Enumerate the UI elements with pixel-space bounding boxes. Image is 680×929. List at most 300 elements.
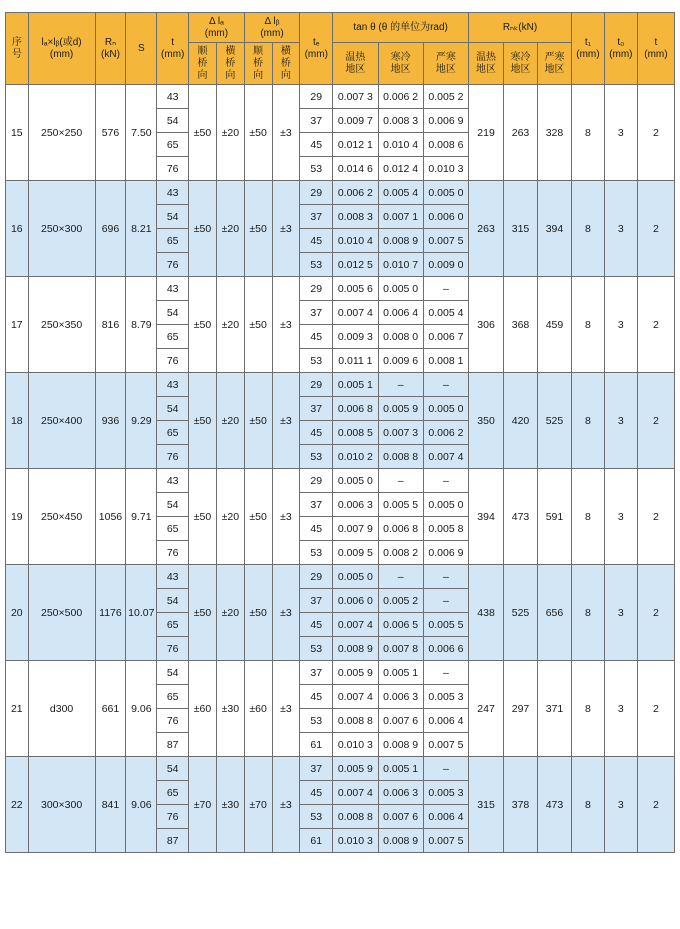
header-tan-theta: tan θ (θ 的单位为rad) — [333, 13, 469, 43]
cell-te: 45 — [300, 421, 333, 445]
cell-tan-warm: 0.005 0 — [333, 565, 378, 589]
cell-t: 76 — [157, 541, 189, 565]
cell-tan-severe: – — [423, 661, 468, 685]
cell-tan-severe: 0.006 4 — [423, 805, 468, 829]
header-index: 序号 — [6, 13, 29, 85]
cell-rck-warm: 263 — [469, 181, 504, 277]
cell-tan-severe: 0.008 6 — [423, 133, 468, 157]
cell-te: 29 — [300, 85, 333, 109]
cell-rck-warm: 438 — [469, 565, 504, 661]
cell-rck-severe: 656 — [538, 565, 572, 661]
cell-tan-warm: 0.006 0 — [333, 589, 378, 613]
cell-tan-severe: – — [423, 373, 468, 397]
cell-la-across: ±20 — [216, 85, 244, 181]
header-lb-across: 横桥向 — [272, 43, 300, 85]
header-t: t (mm) — [157, 13, 189, 85]
cell-t: 76 — [157, 805, 189, 829]
cell-index: 19 — [6, 469, 29, 565]
header-tan-severe: 严寒地区 — [423, 43, 468, 85]
cell-tan-warm: 0.008 9 — [333, 637, 378, 661]
cell-te: 53 — [300, 805, 333, 829]
cell-te: 53 — [300, 349, 333, 373]
header-la-along: 顺桥向 — [189, 43, 217, 85]
cell-rck-cold: 473 — [504, 469, 538, 565]
cell-t: 43 — [157, 85, 189, 109]
cell-s: 10.07 — [126, 565, 157, 661]
cell-t1: 8 — [571, 277, 604, 373]
cell-tan-severe: 0.006 4 — [423, 709, 468, 733]
cell-la-across: ±20 — [216, 565, 244, 661]
cell-t: 65 — [157, 613, 189, 637]
cell-size: 250×450 — [28, 469, 95, 565]
cell-lb-across: ±3 — [272, 757, 300, 853]
cell-t: 65 — [157, 133, 189, 157]
cell-tan-cold: 0.005 1 — [378, 661, 423, 685]
header-rck-warm: 温热地区 — [469, 43, 504, 85]
cell-size: 300×300 — [28, 757, 95, 853]
cell-t: 76 — [157, 349, 189, 373]
cell-tan-cold: 0.008 9 — [378, 229, 423, 253]
cell-te: 37 — [300, 661, 333, 685]
cell-rck-warm: 350 — [469, 373, 504, 469]
cell-la-along: ±50 — [189, 181, 217, 277]
cell-te: 29 — [300, 181, 333, 205]
spec-table-wrapper — [5, 12, 675, 853]
cell-t0: 3 — [604, 757, 637, 853]
cell-t: 65 — [157, 517, 189, 541]
cell-t: 43 — [157, 181, 189, 205]
cell-lb-along: ±70 — [244, 757, 272, 853]
cell-t: 65 — [157, 685, 189, 709]
cell-tan-warm: 0.014 6 — [333, 157, 378, 181]
cell-lb-along: ±50 — [244, 373, 272, 469]
cell-s: 7.50 — [126, 85, 157, 181]
cell-t0: 3 — [604, 565, 637, 661]
cell-tan-warm: 0.006 3 — [333, 493, 378, 517]
cell-lb-along: ±50 — [244, 181, 272, 277]
cell-t0: 3 — [604, 469, 637, 565]
cell-t: 54 — [157, 301, 189, 325]
cell-tan-warm: 0.005 9 — [333, 661, 378, 685]
cell-tan-severe: 0.006 7 — [423, 325, 468, 349]
header-delta-lb: Δ lᵦ (mm) — [244, 13, 300, 43]
cell-tan-warm: 0.006 8 — [333, 397, 378, 421]
cell-tt: 2 — [637, 373, 674, 469]
cell-tan-severe: 0.005 0 — [423, 181, 468, 205]
cell-t: 87 — [157, 829, 189, 853]
cell-index: 15 — [6, 85, 29, 181]
cell-rck-severe: 371 — [538, 661, 572, 757]
cell-rck: 1176 — [95, 565, 126, 661]
cell-rck-warm: 394 — [469, 469, 504, 565]
cell-tan-cold: 0.009 6 — [378, 349, 423, 373]
header-t1: t₁ (mm) — [571, 13, 604, 85]
table-row — [6, 661, 675, 685]
bearing-spec-table — [5, 12, 675, 853]
table-row — [6, 277, 675, 301]
cell-index: 22 — [6, 757, 29, 853]
header-rck: Rₙ (kN) — [95, 13, 126, 85]
cell-rck-warm: 247 — [469, 661, 504, 757]
cell-tan-severe: 0.005 0 — [423, 493, 468, 517]
cell-tan-severe: 0.005 8 — [423, 517, 468, 541]
cell-tan-severe: 0.005 5 — [423, 613, 468, 637]
cell-te: 37 — [300, 109, 333, 133]
cell-t: 54 — [157, 589, 189, 613]
cell-tan-warm: 0.011 1 — [333, 349, 378, 373]
cell-tan-warm: 0.005 6 — [333, 277, 378, 301]
cell-tan-severe: 0.006 0 — [423, 205, 468, 229]
table-row — [6, 373, 675, 397]
cell-la-along: ±50 — [189, 373, 217, 469]
cell-tan-cold: 0.005 5 — [378, 493, 423, 517]
cell-rck-severe: 591 — [538, 469, 572, 565]
cell-tan-warm: 0.008 5 — [333, 421, 378, 445]
cell-tan-warm: 0.007 4 — [333, 301, 378, 325]
table-row — [6, 181, 675, 205]
cell-tan-cold: 0.006 4 — [378, 301, 423, 325]
cell-tan-warm: 0.007 3 — [333, 85, 378, 109]
table-header — [6, 13, 675, 85]
cell-s: 8.21 — [126, 181, 157, 277]
cell-te: 37 — [300, 205, 333, 229]
cell-lb-along: ±50 — [244, 277, 272, 373]
cell-tan-cold: 0.008 2 — [378, 541, 423, 565]
cell-tan-warm: 0.005 9 — [333, 757, 378, 781]
cell-te: 53 — [300, 157, 333, 181]
cell-la-across: ±20 — [216, 277, 244, 373]
cell-rck: 816 — [95, 277, 126, 373]
cell-index: 16 — [6, 181, 29, 277]
cell-te: 45 — [300, 517, 333, 541]
cell-te: 45 — [300, 781, 333, 805]
cell-te: 53 — [300, 637, 333, 661]
cell-la-along: ±70 — [189, 757, 217, 853]
cell-lb-across: ±3 — [272, 181, 300, 277]
cell-t: 43 — [157, 565, 189, 589]
cell-tt: 2 — [637, 757, 674, 853]
cell-la-along: ±50 — [189, 85, 217, 181]
table-row — [6, 757, 675, 781]
cell-lb-along: ±60 — [244, 661, 272, 757]
cell-t1: 8 — [571, 757, 604, 853]
cell-t: 65 — [157, 421, 189, 445]
cell-te: 29 — [300, 277, 333, 301]
cell-tan-warm: 0.008 8 — [333, 709, 378, 733]
cell-te: 29 — [300, 373, 333, 397]
cell-tan-cold: – — [378, 565, 423, 589]
cell-te: 37 — [300, 301, 333, 325]
cell-tan-cold: – — [378, 469, 423, 493]
cell-te: 37 — [300, 397, 333, 421]
cell-lb-across: ±3 — [272, 565, 300, 661]
cell-s: 9.06 — [126, 757, 157, 853]
cell-tan-warm: 0.010 2 — [333, 445, 378, 469]
header-rck-cold: 寒冷地区 — [504, 43, 538, 85]
cell-lb-across: ±3 — [272, 277, 300, 373]
cell-t1: 8 — [571, 85, 604, 181]
cell-size: 250×250 — [28, 85, 95, 181]
cell-s: 8.79 — [126, 277, 157, 373]
cell-la-across: ±20 — [216, 373, 244, 469]
cell-te: 53 — [300, 709, 333, 733]
table-row — [6, 469, 675, 493]
cell-tan-cold: 0.007 8 — [378, 637, 423, 661]
cell-rck-warm: 315 — [469, 757, 504, 853]
cell-te: 29 — [300, 469, 333, 493]
cell-te: 53 — [300, 541, 333, 565]
cell-s: 9.06 — [126, 661, 157, 757]
cell-tan-cold: 0.006 3 — [378, 685, 423, 709]
cell-tt: 2 — [637, 277, 674, 373]
cell-t: 43 — [157, 469, 189, 493]
cell-la-along: ±60 — [189, 661, 217, 757]
cell-tan-severe: 0.006 9 — [423, 541, 468, 565]
cell-t: 65 — [157, 325, 189, 349]
cell-t: 43 — [157, 277, 189, 301]
cell-tan-cold: – — [378, 373, 423, 397]
cell-tan-cold: 0.007 1 — [378, 205, 423, 229]
cell-tan-cold: 0.008 8 — [378, 445, 423, 469]
cell-size: d300 — [28, 661, 95, 757]
cell-t0: 3 — [604, 85, 637, 181]
header-t0: t₀ (mm) — [604, 13, 637, 85]
cell-tan-severe: 0.007 4 — [423, 445, 468, 469]
table-body — [6, 85, 675, 853]
cell-te: 37 — [300, 493, 333, 517]
cell-la-across: ±20 — [216, 469, 244, 565]
cell-tt: 2 — [637, 469, 674, 565]
cell-t: 54 — [157, 205, 189, 229]
cell-t: 54 — [157, 109, 189, 133]
cell-tan-cold: 0.005 1 — [378, 757, 423, 781]
cell-tan-severe: 0.006 2 — [423, 421, 468, 445]
cell-tan-warm: 0.007 4 — [333, 781, 378, 805]
cell-tan-warm: 0.010 3 — [333, 829, 378, 853]
cell-tan-severe: – — [423, 469, 468, 493]
cell-tan-severe: – — [423, 757, 468, 781]
cell-tan-severe: 0.006 9 — [423, 109, 468, 133]
cell-te: 45 — [300, 133, 333, 157]
cell-rck-severe: 459 — [538, 277, 572, 373]
header-size: lₐ×lᵦ(或d) (mm) — [28, 13, 95, 85]
cell-la-across: ±30 — [216, 757, 244, 853]
cell-tan-cold: 0.006 3 — [378, 781, 423, 805]
cell-index: 18 — [6, 373, 29, 469]
cell-te: 45 — [300, 325, 333, 349]
cell-tan-cold: 0.008 9 — [378, 829, 423, 853]
cell-rck-severe: 328 — [538, 85, 572, 181]
cell-te: 37 — [300, 757, 333, 781]
cell-tan-severe: 0.010 3 — [423, 157, 468, 181]
cell-te: 29 — [300, 565, 333, 589]
cell-t: 54 — [157, 493, 189, 517]
cell-te: 53 — [300, 253, 333, 277]
cell-rck-cold: 420 — [504, 373, 538, 469]
cell-tan-warm: 0.010 3 — [333, 733, 378, 757]
cell-lb-along: ±50 — [244, 565, 272, 661]
cell-t0: 3 — [604, 181, 637, 277]
cell-tan-warm: 0.005 1 — [333, 373, 378, 397]
cell-tan-severe: 0.005 3 — [423, 781, 468, 805]
cell-tan-cold: 0.007 6 — [378, 709, 423, 733]
cell-index: 20 — [6, 565, 29, 661]
cell-la-across: ±20 — [216, 181, 244, 277]
cell-tan-cold: 0.006 8 — [378, 517, 423, 541]
cell-tan-cold: 0.010 7 — [378, 253, 423, 277]
cell-tan-severe: 0.006 6 — [423, 637, 468, 661]
cell-rck-cold: 263 — [504, 85, 538, 181]
cell-tan-severe: – — [423, 589, 468, 613]
cell-t: 76 — [157, 637, 189, 661]
cell-t1: 8 — [571, 469, 604, 565]
cell-tan-cold: 0.005 2 — [378, 589, 423, 613]
table-row — [6, 565, 675, 589]
cell-tt: 2 — [637, 565, 674, 661]
cell-tan-warm: 0.008 3 — [333, 205, 378, 229]
cell-t1: 8 — [571, 181, 604, 277]
cell-rck-severe: 394 — [538, 181, 572, 277]
cell-la-along: ±50 — [189, 565, 217, 661]
table-row — [6, 85, 675, 109]
cell-tan-warm: 0.007 4 — [333, 613, 378, 637]
cell-te: 53 — [300, 445, 333, 469]
cell-tan-cold: 0.008 3 — [378, 109, 423, 133]
cell-lb-along: ±50 — [244, 469, 272, 565]
header-s: S — [126, 13, 157, 85]
header-delta-la: Δ lₐ (mm) — [189, 13, 245, 43]
cell-t0: 3 — [604, 277, 637, 373]
cell-rck-cold: 315 — [504, 181, 538, 277]
cell-tan-cold: 0.005 9 — [378, 397, 423, 421]
cell-la-along: ±50 — [189, 277, 217, 373]
cell-tan-warm: 0.009 7 — [333, 109, 378, 133]
cell-rck-cold: 297 — [504, 661, 538, 757]
cell-lb-across: ±3 — [272, 661, 300, 757]
header-rck-severe: 严寒地区 — [538, 43, 572, 85]
cell-rck: 841 — [95, 757, 126, 853]
cell-t1: 8 — [571, 373, 604, 469]
cell-rck-warm: 306 — [469, 277, 504, 373]
cell-s: 9.29 — [126, 373, 157, 469]
cell-t1: 8 — [571, 565, 604, 661]
header-tan-warm: 温热地区 — [333, 43, 378, 85]
cell-t0: 3 — [604, 661, 637, 757]
cell-tan-cold: 0.007 3 — [378, 421, 423, 445]
cell-rck: 696 — [95, 181, 126, 277]
cell-tan-severe: 0.009 0 — [423, 253, 468, 277]
cell-t: 87 — [157, 733, 189, 757]
cell-te: 61 — [300, 733, 333, 757]
cell-t: 65 — [157, 781, 189, 805]
cell-la-along: ±50 — [189, 469, 217, 565]
cell-index: 17 — [6, 277, 29, 373]
header-lb-along: 顺桥向 — [244, 43, 272, 85]
cell-rck: 1056 — [95, 469, 126, 565]
header-tan-cold: 寒冷地区 — [378, 43, 423, 85]
cell-tan-cold: 0.007 6 — [378, 805, 423, 829]
cell-t1: 8 — [571, 661, 604, 757]
cell-rck-cold: 525 — [504, 565, 538, 661]
cell-tan-severe: 0.007 5 — [423, 229, 468, 253]
cell-te: 61 — [300, 829, 333, 853]
cell-tan-warm: 0.012 1 — [333, 133, 378, 157]
cell-lb-across: ±3 — [272, 85, 300, 181]
cell-rck: 661 — [95, 661, 126, 757]
cell-t: 65 — [157, 229, 189, 253]
cell-t: 76 — [157, 445, 189, 469]
cell-t: 76 — [157, 253, 189, 277]
cell-t: 54 — [157, 757, 189, 781]
cell-tan-severe: 0.005 2 — [423, 85, 468, 109]
cell-tan-cold: 0.006 2 — [378, 85, 423, 109]
cell-rck-severe: 525 — [538, 373, 572, 469]
cell-rck-cold: 368 — [504, 277, 538, 373]
cell-t: 54 — [157, 661, 189, 685]
cell-tan-warm: 0.007 4 — [333, 685, 378, 709]
cell-tan-severe: – — [423, 565, 468, 589]
header-te: tₑ (mm) — [300, 13, 333, 85]
cell-te: 45 — [300, 613, 333, 637]
cell-tan-severe: 0.007 5 — [423, 733, 468, 757]
cell-tan-severe: 0.005 0 — [423, 397, 468, 421]
cell-tan-severe: 0.005 4 — [423, 301, 468, 325]
cell-tan-warm: 0.010 4 — [333, 229, 378, 253]
cell-tan-cold: 0.010 4 — [378, 133, 423, 157]
cell-t: 76 — [157, 709, 189, 733]
cell-size: 250×400 — [28, 373, 95, 469]
cell-te: 37 — [300, 589, 333, 613]
cell-tan-severe: – — [423, 277, 468, 301]
cell-tan-cold: 0.005 0 — [378, 277, 423, 301]
cell-s: 9.71 — [126, 469, 157, 565]
cell-te: 45 — [300, 685, 333, 709]
cell-tan-cold: 0.008 0 — [378, 325, 423, 349]
cell-tan-warm: 0.005 0 — [333, 469, 378, 493]
cell-rck: 936 — [95, 373, 126, 469]
cell-rck-severe: 473 — [538, 757, 572, 853]
header-tt: t (mm) — [637, 13, 674, 85]
cell-lb-across: ±3 — [272, 373, 300, 469]
cell-tan-cold: 0.006 5 — [378, 613, 423, 637]
cell-size: 250×350 — [28, 277, 95, 373]
cell-la-across: ±30 — [216, 661, 244, 757]
cell-tt: 2 — [637, 661, 674, 757]
header-la-across: 横桥向 — [216, 43, 244, 85]
cell-t: 76 — [157, 157, 189, 181]
cell-tt: 2 — [637, 85, 674, 181]
cell-size: 250×500 — [28, 565, 95, 661]
cell-tan-warm: 0.007 9 — [333, 517, 378, 541]
cell-tan-warm: 0.008 8 — [333, 805, 378, 829]
cell-tan-warm: 0.009 5 — [333, 541, 378, 565]
cell-rck-cold: 378 — [504, 757, 538, 853]
cell-tan-warm: 0.006 2 — [333, 181, 378, 205]
cell-te: 45 — [300, 229, 333, 253]
cell-tan-warm: 0.009 3 — [333, 325, 378, 349]
cell-size: 250×300 — [28, 181, 95, 277]
cell-rck: 576 — [95, 85, 126, 181]
cell-tan-cold: 0.005 4 — [378, 181, 423, 205]
cell-rck-warm: 219 — [469, 85, 504, 181]
cell-lb-across: ±3 — [272, 469, 300, 565]
cell-tan-severe: 0.007 5 — [423, 829, 468, 853]
header-rck-kn: Rₙₖ(kN) — [469, 13, 572, 43]
cell-tt: 2 — [637, 181, 674, 277]
cell-t: 54 — [157, 397, 189, 421]
cell-t: 43 — [157, 373, 189, 397]
cell-tan-warm: 0.012 5 — [333, 253, 378, 277]
